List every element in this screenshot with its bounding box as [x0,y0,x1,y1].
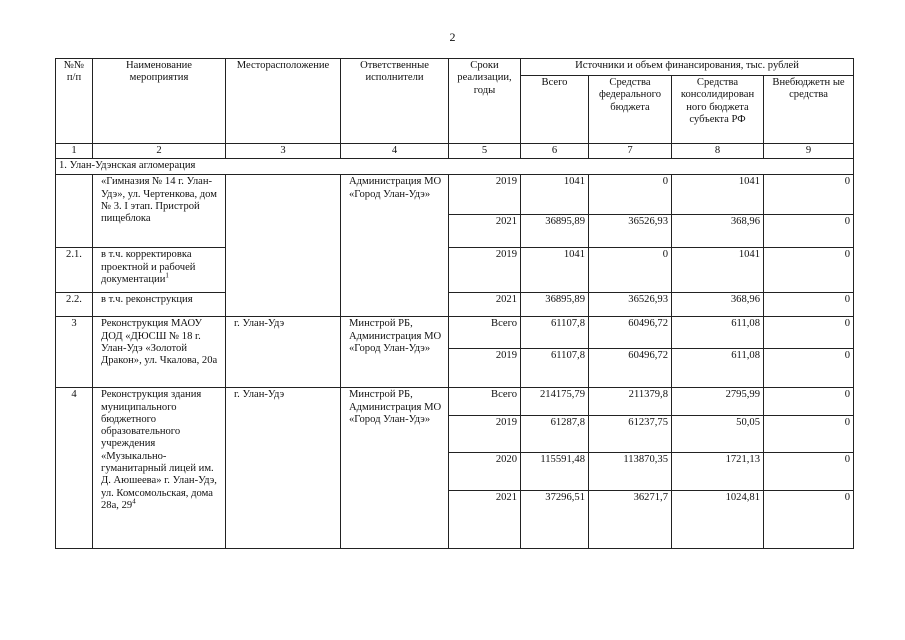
header-funding: Источники и объем финансирования, тыс. рублей [521,59,854,76]
footnote-mark: 4 [132,497,136,506]
year-cell: 2021 [449,491,521,549]
extrabudget-cell: 0 [764,453,854,491]
column-number: 7 [589,144,672,159]
year-cell: 2021 [449,293,521,317]
header-federal: Средства федерального бюджета [589,76,672,144]
federal-cell: 36526,93 [589,293,672,317]
item-name: в т.ч. корректировка проектной и рабочей документации$^1$ [93,248,226,293]
row-number: 4 [56,388,93,549]
column-number: 3 [226,144,341,159]
header-total: Всего [521,76,589,144]
item-name: в т.ч. реконструкция [93,293,226,317]
total-cell: 37296,51 [521,491,589,549]
extrabudget-cell: 0 [764,388,854,416]
year-cell: 2021 [449,215,521,248]
consolidated-cell: 2795,99 [672,388,764,416]
total-cell: 36895,89 [521,215,589,248]
column-number: 4 [341,144,449,159]
total-cell: 115591,48 [521,453,589,491]
header-consolidated: Средства консолидирован ного бюджета субъекта РФ [672,76,764,144]
federal-cell: 60496,72 [589,349,672,388]
year-cell: 2019 [449,175,521,215]
item-responsible: Минстрой РБ, Администрация МО «Город Улан-Удэ» [341,388,449,549]
gym-name: «Гимназия № 14 г. Улан-Удэ», ул. Чертенкова, дом № 3. I этап. Пристрой пищеблока [93,175,226,248]
header-num: №№ п/п [56,59,93,144]
item-name: Реконструкция МАОУ ДОД «ДЮСШ № 18 г. Улан-Удэ «Золотой Дракон», ул. Чкалова, 20а [93,317,226,388]
column-number: 1 [56,144,93,159]
header-name: Наименование мероприятия [93,59,226,144]
column-number: 8 [672,144,764,159]
consolidated-cell: 611,08 [672,317,764,349]
total-cell: 214175,79 [521,388,589,416]
federal-cell: 211379,8 [589,388,672,416]
extrabudget-cell: 0 [764,293,854,317]
federal-cell: 36526,93 [589,215,672,248]
year-cell: Всего [449,317,521,349]
header-location: Месторасположение [226,59,341,144]
year-cell: 2019 [449,416,521,453]
extrabudget-cell: 0 [764,175,854,215]
federal-cell: 36271,7 [589,491,672,549]
consolidated-cell: 1721,13 [672,453,764,491]
item-name: Реконструкция здания муниципального бюджетного образовательного учреждения «Музыкально-гуманитарный лицей им. Д. Аюшеева» г. Улан-Удэ, ул. Комсомольская, дома 28а, $29^4$ [93,388,226,549]
federal-cell: 113870,35 [589,453,672,491]
year-cell: 2020 [449,453,521,491]
header-responsible: Ответственные исполнители [341,59,449,144]
extrabudget-cell: 0 [764,248,854,293]
item-location: г. Улан-Удэ [226,317,341,388]
federal-cell: 60496,72 [589,317,672,349]
extrabudget-cell: 0 [764,491,854,549]
extrabudget-cell: 0 [764,317,854,349]
total-cell: 61107,8 [521,349,589,388]
consolidated-cell: 1024,81 [672,491,764,549]
extrabudget-cell: 0 [764,349,854,388]
total-cell: 36895,89 [521,293,589,317]
year-cell: 2019 [449,248,521,293]
page-number: 2 [449,30,456,44]
row-number: 3 [56,317,93,388]
consolidated-cell: 368,96 [672,215,764,248]
table-row [56,248,854,293]
federal-cell: 0 [589,175,672,215]
table-row [56,293,854,317]
extrabudget-cell: 0 [764,416,854,453]
consolidated-cell: 368,96 [672,293,764,317]
column-number: 2 [93,144,226,159]
gym-responsible: Администрация МО «Город Улан-Удэ» [341,175,449,317]
table-row [56,175,854,215]
extrabudget-cell: 0 [764,215,854,248]
row-number: 2.1. [56,248,93,293]
year-cell: 2019 [449,349,521,388]
column-number: 6 [521,144,589,159]
total-cell: 61107,8 [521,317,589,349]
header-extrabudget: Внебюджетн ые средства [764,76,854,144]
column-numbers-row [56,144,854,159]
total-cell: 1041 [521,248,589,293]
table-row [56,388,854,416]
consolidated-cell: 1041 [672,175,764,215]
column-number: 5 [449,144,521,159]
federal-cell: 0 [589,248,672,293]
federal-cell: 61237,75 [589,416,672,453]
consolidated-cell: 611,08 [672,349,764,388]
item-responsible: Минстрой РБ, Администрация МО «Город Улан-Удэ» [341,317,449,388]
item-location: г. Улан-Удэ [226,388,341,549]
year-cell: Всего [449,388,521,416]
column-number: 9 [764,144,854,159]
header-period: Сроки реализации, годы [449,59,521,144]
footnote-mark: 1 [165,271,169,280]
row-number: 2.2. [56,293,93,317]
consolidated-cell: 50,05 [672,416,764,453]
section-title: 1. Улан-Удэнская агломерация [56,159,854,175]
total-cell: 61287,8 [521,416,589,453]
financing-table [55,58,854,549]
total-cell: 1041 [521,175,589,215]
consolidated-cell: 1041 [672,248,764,293]
table-row [56,317,854,349]
